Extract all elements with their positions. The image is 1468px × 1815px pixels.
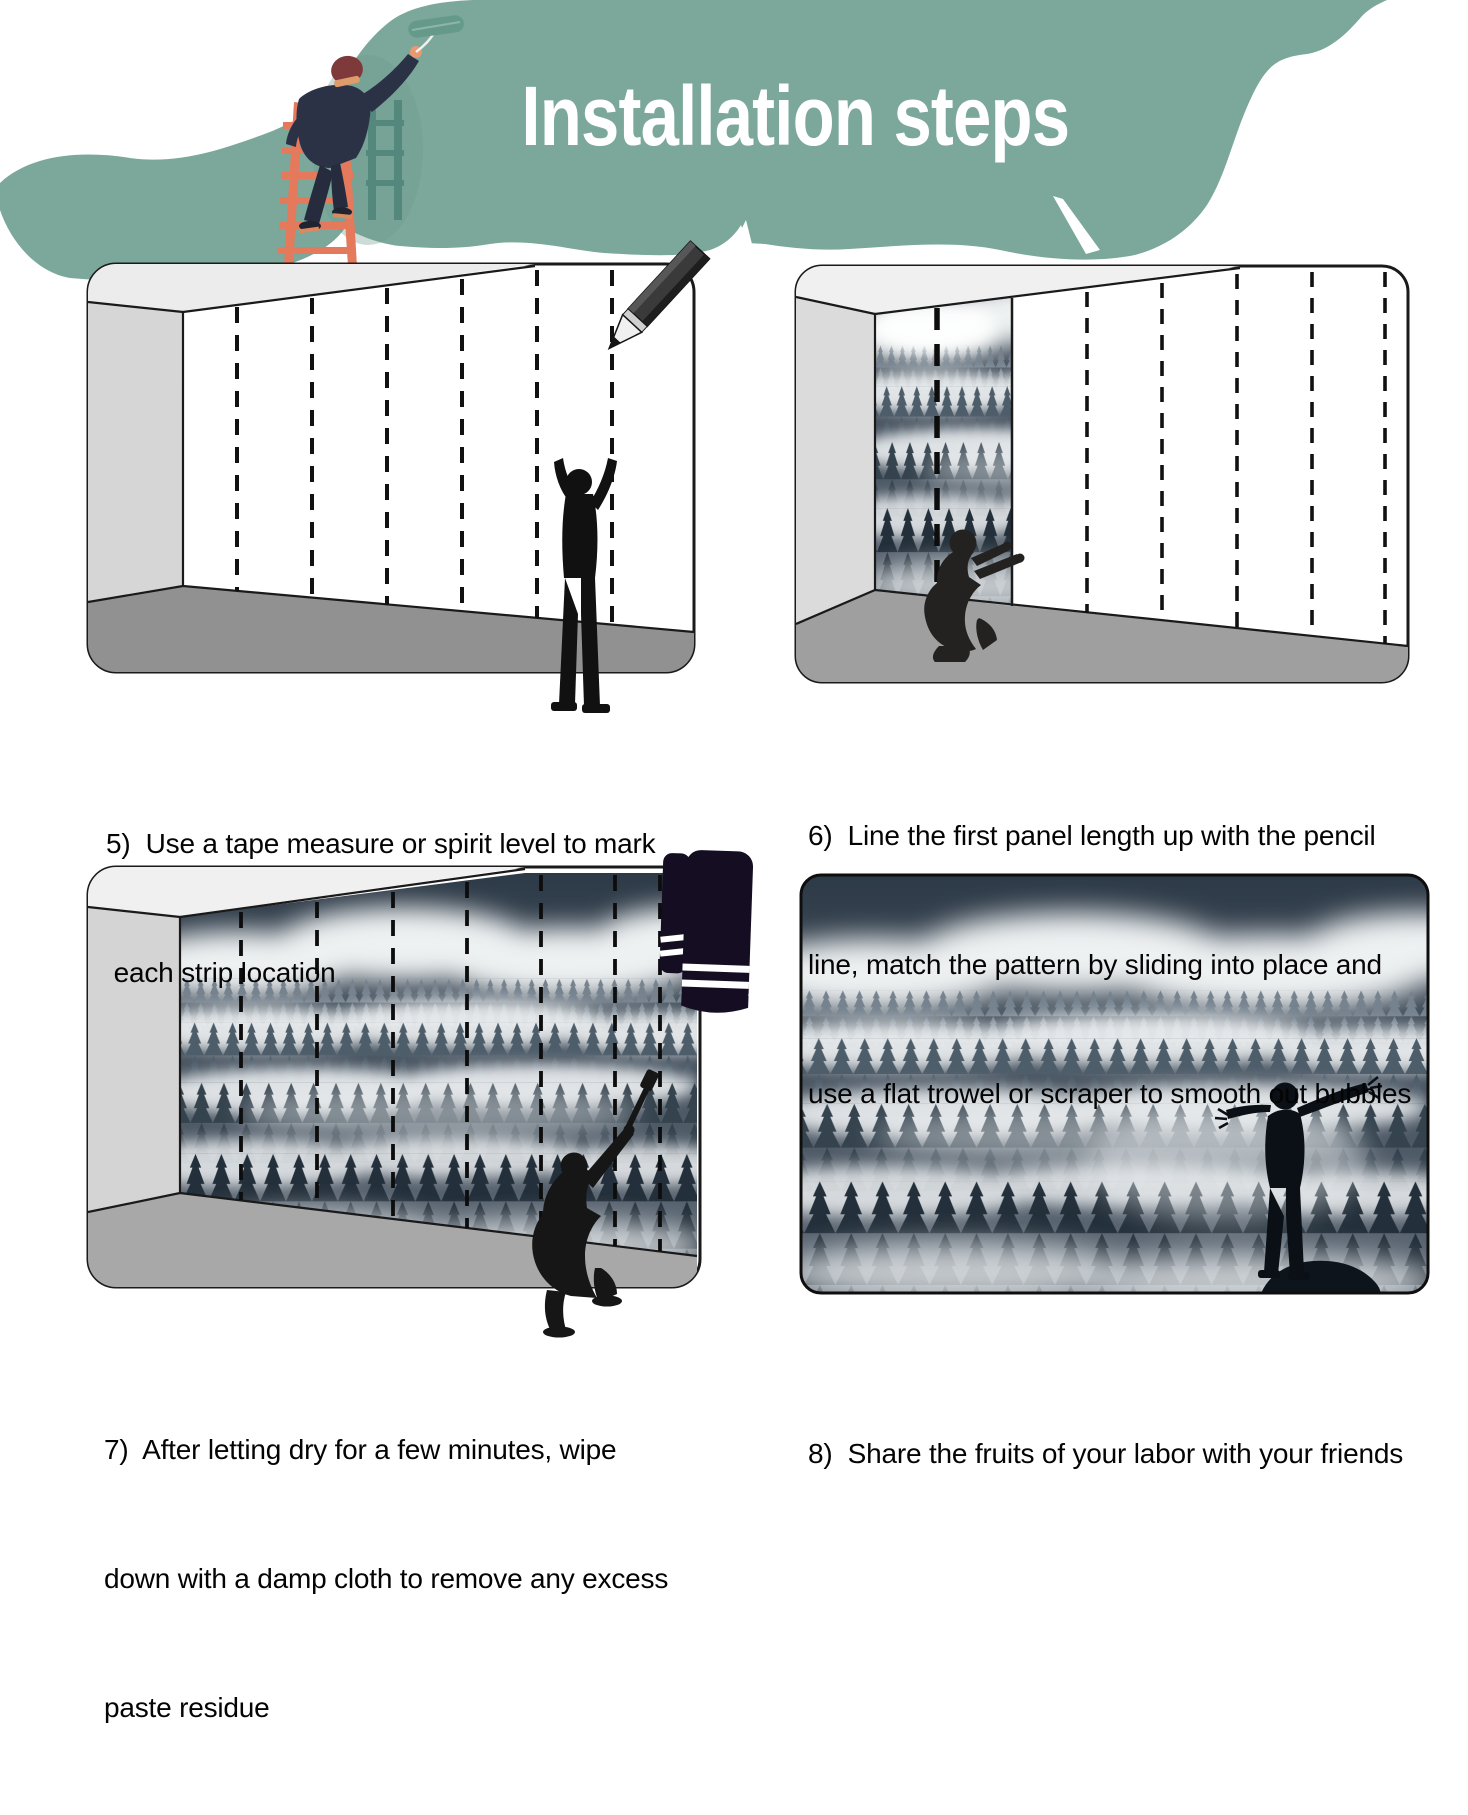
caption-line: line, match the pattern by sliding into place and <box>808 949 1382 980</box>
step5-caption <box>106 736 766 1080</box>
caption-line: 7) After letting dry for a few minutes, wipe <box>104 1434 617 1465</box>
caption-line: 6) Line the first panel length up with the pencil <box>808 820 1376 851</box>
caption-line: 5) Use a tape measure or spirit level to mark <box>106 828 656 859</box>
caption-line: paste residue <box>104 1692 270 1723</box>
caption-line: 8) Share the fruits of your labor with your friends <box>808 1438 1403 1469</box>
step8-caption <box>808 1346 1468 1561</box>
left-wall <box>796 297 875 624</box>
caption-line: use a flat trowel or scraper to smooth out bubbles <box>808 1078 1412 1109</box>
caption-line: down with a damp cloth to remove any excess <box>104 1563 669 1594</box>
step7-caption <box>104 1342 764 1815</box>
page-title: Installation steps <box>521 69 1070 163</box>
left-wall <box>88 302 183 602</box>
caption-line: each strip location <box>106 957 336 988</box>
step5-illustration <box>85 258 715 733</box>
step6-caption <box>808 728 1468 1201</box>
step6-illustration <box>793 262 1413 692</box>
